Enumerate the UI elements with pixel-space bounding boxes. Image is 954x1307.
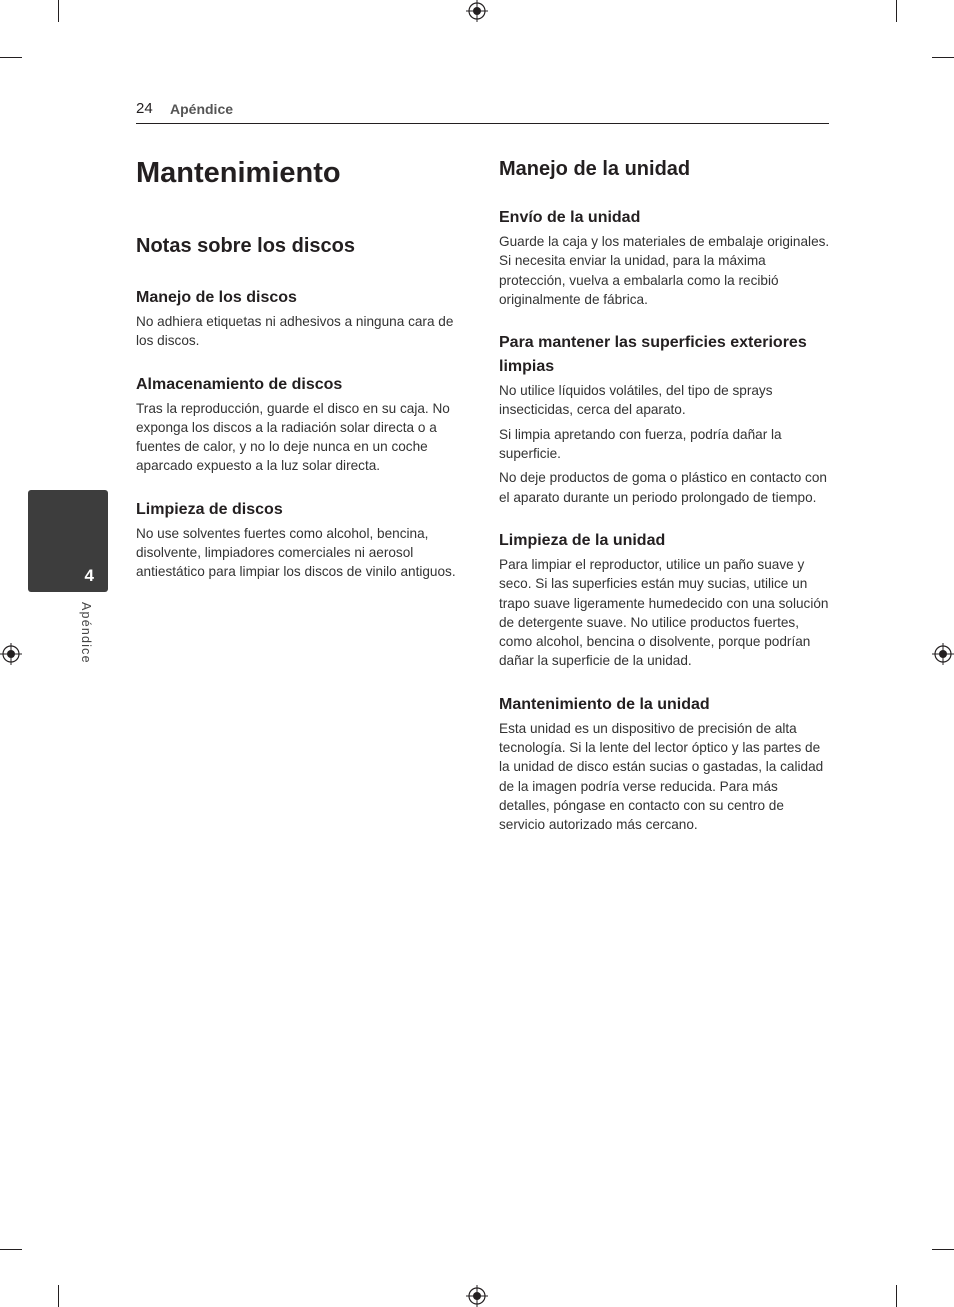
- page-header: [136, 100, 829, 124]
- body-text: No utilice líquidos volátiles, del tipo de sprays insecticidas, cerca del aparato.: [499, 383, 773, 418]
- subsection: [499, 693, 831, 835]
- subheading: Para mantener las superficies exteriores limpias: [499, 334, 807, 376]
- registration-mark-icon: [932, 643, 954, 665]
- subsection: [499, 206, 831, 309]
- left-column: [136, 150, 466, 582]
- crop-mark: [932, 57, 954, 58]
- chapter-label: Apéndice: [79, 602, 93, 664]
- right-column: [499, 150, 831, 835]
- page-number: 24: [136, 100, 153, 117]
- subheading: Limpieza de la unidad: [499, 531, 666, 549]
- body-text: Tras la reproducción, guarde el disco en su caja. No exponga los discos a la radiación solar directa o a fuentes de calor, y no lo deje nunca en un coche aparcado expuesto a la luz solar directa.: [136, 400, 450, 474]
- registration-mark-icon: [466, 0, 488, 22]
- running-head: Apéndice: [170, 101, 234, 117]
- section-title-discs: Notas sobre los discos: [136, 235, 355, 257]
- subheading: Limpieza de discos: [136, 500, 283, 518]
- registration-mark-icon: [466, 1285, 488, 1307]
- crop-mark: [896, 0, 897, 22]
- crop-mark: [932, 1249, 954, 1250]
- subheading: Almacenamiento de discos: [136, 375, 343, 393]
- crop-mark: [58, 0, 59, 22]
- crop-mark: [0, 57, 22, 58]
- body-text: No deje productos de goma o plástico en contacto con el aparato durante un periodo prolongado de tiempo.: [499, 470, 827, 505]
- section-title-unit: Manejo de la unidad: [499, 158, 691, 180]
- body-text: No adhiera etiquetas ni adhesivos a ninguna cara de los discos.: [136, 314, 454, 349]
- crop-mark: [0, 1249, 22, 1250]
- subheading: Mantenimiento de la unidad: [499, 695, 710, 713]
- body-text: No use solventes fuertes como alcohol, bencina, disolvente, limpiadores comerciales ni aerosol antiestático para limpiar los discos de vinilo antiguos.: [136, 525, 456, 580]
- chapter-tab: [28, 490, 108, 592]
- chapter-number: 4: [84, 566, 94, 585]
- subheading: Envío de la unidad: [499, 209, 641, 226]
- subsection: [499, 529, 831, 671]
- subheading: Manejo de los discos: [136, 289, 297, 306]
- body-text: Guarde la caja y los materiales de embalaje originales. Si necesita enviar la unidad, para la máxima protección, vuelva a embalarla como la recibió originalmente de fábrica.: [499, 234, 830, 307]
- page-title: Mantenimiento: [136, 157, 341, 189]
- body-text: Si limpia apretando con fuerza, podría dañar la superficie.: [499, 426, 782, 462]
- registration-mark-icon: [0, 643, 22, 665]
- body-text: Para limpiar el reproductor, utilice un paño suave y seco. Si las superficies están muy sucias, utilice un trapo suave ligeramente humedecido con una solución de detergente suave. No utilice productos fuertes, como alcohol, bencina o disolvente, porque podrían dañar la superficie de la unidad.: [499, 556, 829, 669]
- crop-mark: [58, 1285, 59, 1307]
- subsection: [499, 331, 831, 507]
- crop-mark: [896, 1285, 897, 1307]
- body-text: Esta unidad es un dispositivo de precisión de alta tecnología. Si la lente del lector óptico y las partes de la unidad de disco están sucias o gastadas, la calidad de la imagen podría verse reducida. Para más detalles, póngase en contacto con su centro de servicio autorizado más cercano.: [499, 720, 824, 833]
